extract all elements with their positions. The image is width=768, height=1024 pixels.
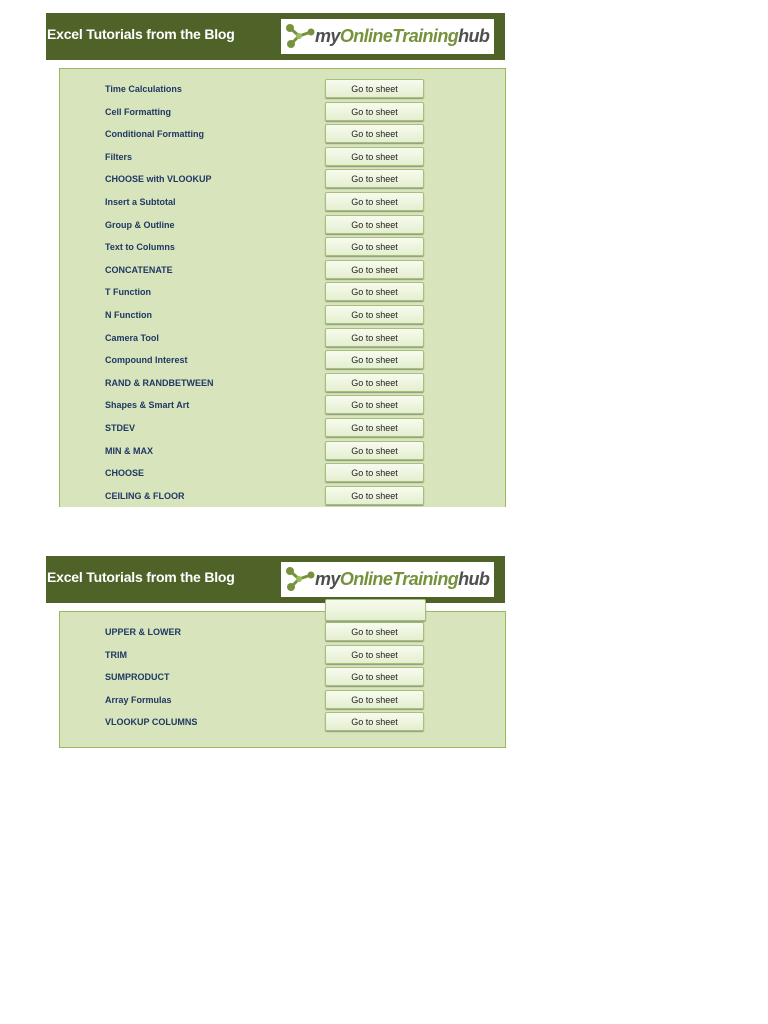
tutorial-label: Conditional Formatting bbox=[105, 129, 204, 140]
logo-my: my bbox=[315, 26, 340, 46]
tutorial-label: Insert a Subtotal bbox=[105, 197, 176, 207]
tutorial-label: Filters bbox=[105, 151, 133, 162]
go-to-sheet-button[interactable]: Go to sheet bbox=[325, 395, 424, 414]
go-to-sheet-button[interactable]: Go to sheet bbox=[325, 373, 424, 392]
tutorial-row bbox=[60, 102, 505, 124]
tutorial-label: STDEV bbox=[105, 423, 136, 433]
go-to-sheet-button[interactable]: Go to sheet bbox=[325, 147, 424, 166]
network-molecule-icon bbox=[285, 23, 315, 49]
go-to-sheet-button[interactable]: Go to sheet bbox=[325, 486, 424, 505]
tutorial-label: N Function bbox=[105, 310, 152, 320]
page1-logo-text bbox=[315, 26, 489, 47]
tutorial-row bbox=[60, 169, 505, 191]
tutorial-row bbox=[60, 373, 505, 395]
tutorial-row bbox=[60, 463, 505, 485]
tutorial-row bbox=[60, 147, 505, 169]
page1-tutorial-panel bbox=[59, 68, 506, 507]
tutorial-label: UPPER & LOWER bbox=[105, 627, 182, 637]
tutorial-label: CHOOSE bbox=[105, 468, 145, 479]
page1-header-title: Excel Tutorials from the Blog bbox=[47, 26, 235, 42]
tutorial-row bbox=[60, 441, 505, 463]
go-to-sheet-button[interactable]: Go to sheet bbox=[325, 124, 424, 143]
go-to-sheet-button[interactable]: Go to sheet bbox=[325, 418, 424, 437]
tutorial-label: CHOOSE with VLOOKUP bbox=[105, 174, 212, 185]
page2-logo-text bbox=[315, 569, 489, 590]
go-to-sheet-button[interactable]: Go to sheet bbox=[325, 463, 424, 482]
tutorial-row bbox=[60, 350, 505, 372]
tutorial-label: CEILING & FLOOR bbox=[105, 490, 185, 501]
tutorial-row bbox=[60, 237, 505, 259]
go-to-sheet-button[interactable]: Go to sheet bbox=[325, 192, 424, 211]
tutorial-label: TRIM bbox=[105, 649, 127, 660]
tutorial-row bbox=[60, 260, 505, 282]
go-to-sheet-button[interactable]: Go to sheet bbox=[325, 102, 424, 121]
go-to-sheet-button[interactable]: Go to sheet bbox=[325, 79, 424, 98]
tutorial-label: Camera Tool bbox=[105, 332, 159, 343]
tutorial-label: RAND & RANDBETWEEN bbox=[105, 377, 214, 388]
tutorial-row bbox=[60, 645, 505, 667]
tutorial-label: Text to Columns bbox=[105, 242, 175, 253]
tutorial-row bbox=[60, 418, 505, 440]
tutorial-label: Cell Formatting bbox=[105, 106, 172, 117]
page1-logo bbox=[281, 19, 494, 54]
logo-online-training: OnlineTraining bbox=[339, 26, 459, 46]
go-to-sheet-button[interactable]: Go to sheet bbox=[325, 215, 424, 234]
tutorial-label: VLOOKUP COLUMNS bbox=[105, 717, 198, 728]
tutorial-label: Time Calculations bbox=[105, 84, 182, 94]
tutorial-row bbox=[60, 712, 505, 734]
tutorial-label: Compound Interest bbox=[105, 355, 188, 366]
tutorial-label: Group & Outline bbox=[105, 219, 175, 230]
tutorial-label: Array Formulas bbox=[105, 694, 172, 705]
go-to-sheet-button[interactable]: Go to sheet bbox=[325, 690, 424, 709]
tutorial-row bbox=[60, 622, 505, 644]
logo-hub: hub bbox=[458, 26, 490, 46]
tutorial-row bbox=[60, 282, 505, 304]
tutorial-row bbox=[60, 305, 505, 327]
tutorial-row bbox=[60, 667, 505, 689]
go-to-sheet-button[interactable]: Go to sheet bbox=[325, 350, 424, 369]
go-to-sheet-button[interactable]: Go to sheet bbox=[325, 622, 424, 641]
tutorial-row bbox=[60, 192, 505, 214]
tutorial-row bbox=[60, 486, 505, 508]
network-molecule-icon bbox=[285, 566, 315, 592]
tutorial-label: Shapes & Smart Art bbox=[105, 400, 190, 411]
page1-header bbox=[46, 13, 505, 60]
tutorial-label: SUMPRODUCT bbox=[105, 672, 170, 683]
blank-button[interactable] bbox=[325, 599, 426, 621]
tutorial-row bbox=[60, 690, 505, 712]
go-to-sheet-button[interactable]: Go to sheet bbox=[325, 260, 424, 279]
page2-header bbox=[46, 556, 505, 603]
logo-online-training: OnlineTraining bbox=[339, 569, 459, 589]
tutorial-row bbox=[60, 395, 505, 417]
logo-hub: hub bbox=[458, 569, 490, 589]
logo-my: my bbox=[315, 569, 340, 589]
page2-tutorial-panel bbox=[59, 611, 506, 748]
go-to-sheet-button[interactable]: Go to sheet bbox=[325, 305, 424, 324]
go-to-sheet-button[interactable]: Go to sheet bbox=[325, 441, 424, 460]
page2-logo bbox=[281, 562, 494, 597]
go-to-sheet-button[interactable]: Go to sheet bbox=[325, 645, 424, 664]
page2-header-title: Excel Tutorials from the Blog bbox=[47, 569, 235, 585]
go-to-sheet-button[interactable]: Go to sheet bbox=[325, 328, 424, 347]
tutorial-label: MIN & MAX bbox=[105, 445, 153, 456]
go-to-sheet-button[interactable]: Go to sheet bbox=[325, 667, 424, 686]
tutorial-label: CONCATENATE bbox=[105, 264, 173, 275]
tutorial-row bbox=[60, 124, 505, 146]
tutorial-label: T Function bbox=[105, 287, 151, 298]
go-to-sheet-button[interactable]: Go to sheet bbox=[325, 712, 424, 731]
go-to-sheet-button[interactable]: Go to sheet bbox=[325, 237, 424, 256]
go-to-sheet-button[interactable]: Go to sheet bbox=[325, 282, 424, 301]
go-to-sheet-button[interactable]: Go to sheet bbox=[325, 169, 424, 188]
tutorial-row bbox=[60, 215, 505, 237]
tutorial-row bbox=[60, 328, 505, 350]
tutorial-row bbox=[60, 79, 505, 101]
